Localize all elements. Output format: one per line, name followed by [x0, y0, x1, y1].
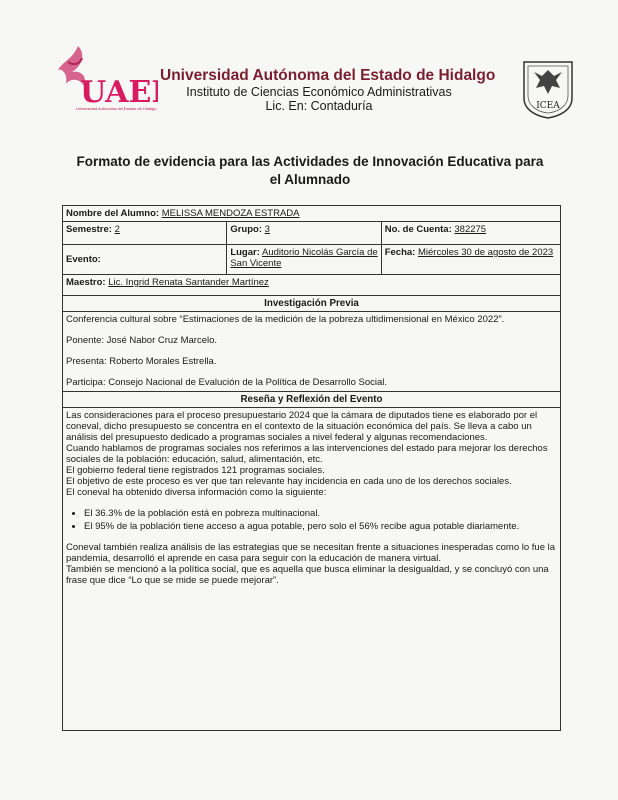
review-body	[63, 408, 561, 731]
research-paragraph: Participa: Consejo Nacional de Evalución de la Política de Desarrollo Social.	[66, 377, 388, 388]
teacher-cell	[63, 275, 561, 296]
place-label: Lugar:	[230, 247, 260, 258]
teacher-label: Maestro:	[66, 277, 106, 288]
document-title: Formato de evidencia para las Actividades de Innovación Educativa para el Alumnado	[76, 154, 544, 187]
svg-text:ICEA: ICEA	[536, 101, 560, 111]
institution-block	[160, 67, 496, 113]
document-header	[58, 40, 578, 120]
institute-name: Instituto de Ciencias Económico Administrativas	[186, 85, 452, 99]
review-body-row	[63, 408, 561, 731]
account-label: No. de Cuenta:	[384, 224, 452, 235]
review-bullet: • El 95% de la población tiene acceso a agua potable, pero solo el 56% recibe agua potable diariamente.	[84, 521, 557, 532]
icea-seal	[518, 58, 578, 120]
svg-text:Universidad Autónoma del Estad: Universidad Autónoma del Estado de Hidalgo	[76, 106, 157, 111]
student-cell	[63, 206, 561, 222]
research-heading: Investigación Previa	[63, 296, 561, 312]
group-cell	[227, 222, 381, 245]
event-row	[63, 245, 561, 275]
semester-value: 2	[114, 224, 120, 235]
research-paragraph: Presenta: Roberto Morales Estrella.	[66, 356, 217, 367]
university-name: Universidad Autónoma del Estado de Hidalgo	[160, 67, 496, 84]
review-paragraph: El objetivo de este proceso es ver que tan relevante hay incidencia en cada uno de los derechos sociales.	[66, 476, 512, 487]
event-cell	[63, 245, 227, 275]
semester-label: Semestre:	[66, 224, 112, 235]
place-value: Auditorio Nicolás García de San Vicente	[230, 247, 378, 269]
review-paragraph: Coneval también realiza análisis de las estrategias que se necesitan frente a situaciones inesperadas como lo fue la pandemia, desarrolló el aprende en casa para seguir con la educación de manera virtual.	[66, 542, 556, 564]
account-value: 382275	[454, 224, 487, 235]
student-label: Nombre del Alumno:	[66, 208, 160, 219]
review-heading: Reseña y Reflexión del Evento	[63, 392, 561, 408]
account-cell	[381, 222, 560, 245]
review-paragraph: Cuando hablamos de programas sociales nos referimos a las intervenciones del estado para mejorar los derechos sociales de la población: educación, salud, alimentación, etc.	[66, 443, 548, 465]
place-cell	[227, 245, 381, 275]
research-paragraph: Conferencia cultural sobre “Estimaciones de la medición de la pobreza ultidimensional en México 2022”.	[66, 314, 505, 325]
review-paragraph: También se mencionó a la política social, que es aquella que busca eliminar la desigualdad, y se concluyó con una frase que dice “Lo que se mide se puede mejorar”.	[66, 564, 549, 586]
review-bullet-list	[66, 508, 557, 532]
date-value: Miércoles 30 de agosto de 2023	[417, 247, 554, 258]
evidence-form	[62, 205, 561, 731]
teacher-value: Lic. Ingrid Renata Santander Martínez	[108, 277, 269, 288]
review-paragraph: El gobierno federal tiene registrados 121 programas sociales.	[66, 465, 325, 476]
research-paragraph: Ponente: José Nabor Cruz Marcelo.	[66, 335, 218, 346]
review-paragraph: Las consideraciones para el proceso presupuestario 2024 que la cámara de diputados tiene es elaborado por el coneval, dicho presupuesto se concentra en el contexto de la situación económica del país. Se lleva a cabo un análisis del presupuesto dedicado a programas sociales a nivel federal y algunas recomendaciones.	[66, 410, 538, 443]
svg-text:UAEH: UAE	[80, 75, 152, 110]
group-label: Grupo:	[230, 224, 262, 235]
teacher-row	[63, 275, 561, 296]
program-name: Lic. En: Contaduría	[265, 99, 373, 113]
event-label: Evento:	[66, 254, 101, 265]
group-value: 3	[264, 224, 270, 235]
review-bullet: • El 36.3% de la población está en pobreza multinacional.	[84, 508, 557, 519]
student-row	[63, 206, 561, 222]
icea-seal-icon	[518, 58, 578, 120]
research-heading-row	[63, 296, 561, 312]
uaeh-logo-icon	[58, 40, 158, 112]
uaeh-logo	[58, 40, 158, 112]
research-body-row	[63, 312, 561, 392]
student-value: MELISSA MENDOZA ESTRADA	[161, 208, 300, 219]
semester-row	[63, 222, 561, 245]
review-heading-row	[63, 392, 561, 408]
review-paragraph: El coneval ha obtenido diversa información como la siguiente:	[66, 487, 327, 498]
research-body	[63, 312, 561, 392]
semester-cell	[63, 222, 227, 245]
date-cell	[381, 245, 560, 275]
date-label: Fecha:	[384, 247, 416, 258]
